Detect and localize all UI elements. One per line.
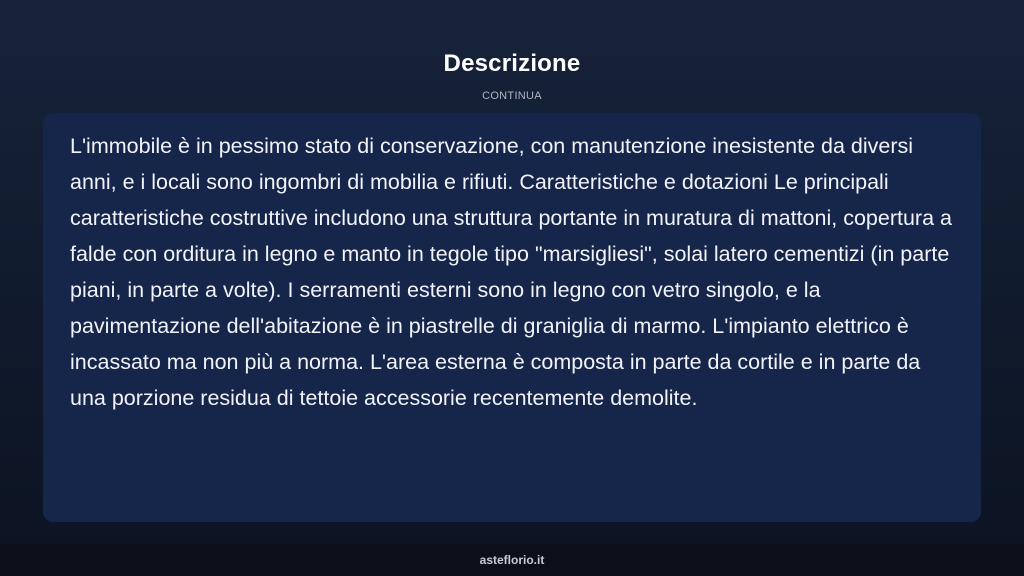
- footer-site-label: asteflorio.it: [479, 553, 545, 567]
- page-title: Descrizione: [443, 50, 581, 77]
- continue-label: CONTINUA: [482, 90, 542, 102]
- description-text: L'immobile è in pessimo stato di conservazione, con manutenzione inesistente da diversi anni, e i locali sono ingombri di mobilia e rifiuti. Caratteristiche e dotazioni Le principali caratteristiche costruttive includono una struttura portante in muratura di mattoni, copertura a falde con orditura in legno e manto in tegole tipo "marsigliesi", solai latero cementizi (in parte piani, in parte a volte). I serramenti esterni sono in legno con vetro singolo, e la pavimentazione dell'abitazione è in piastrelle di graniglia di marmo. L'impianto elettrico è incassato ma non più a norma. L'area esterna è composta in parte da cortile e in parte da una porzione residua di tettoie accessorie recentemente demolite.: [70, 134, 952, 410]
- description-card: [43, 113, 981, 522]
